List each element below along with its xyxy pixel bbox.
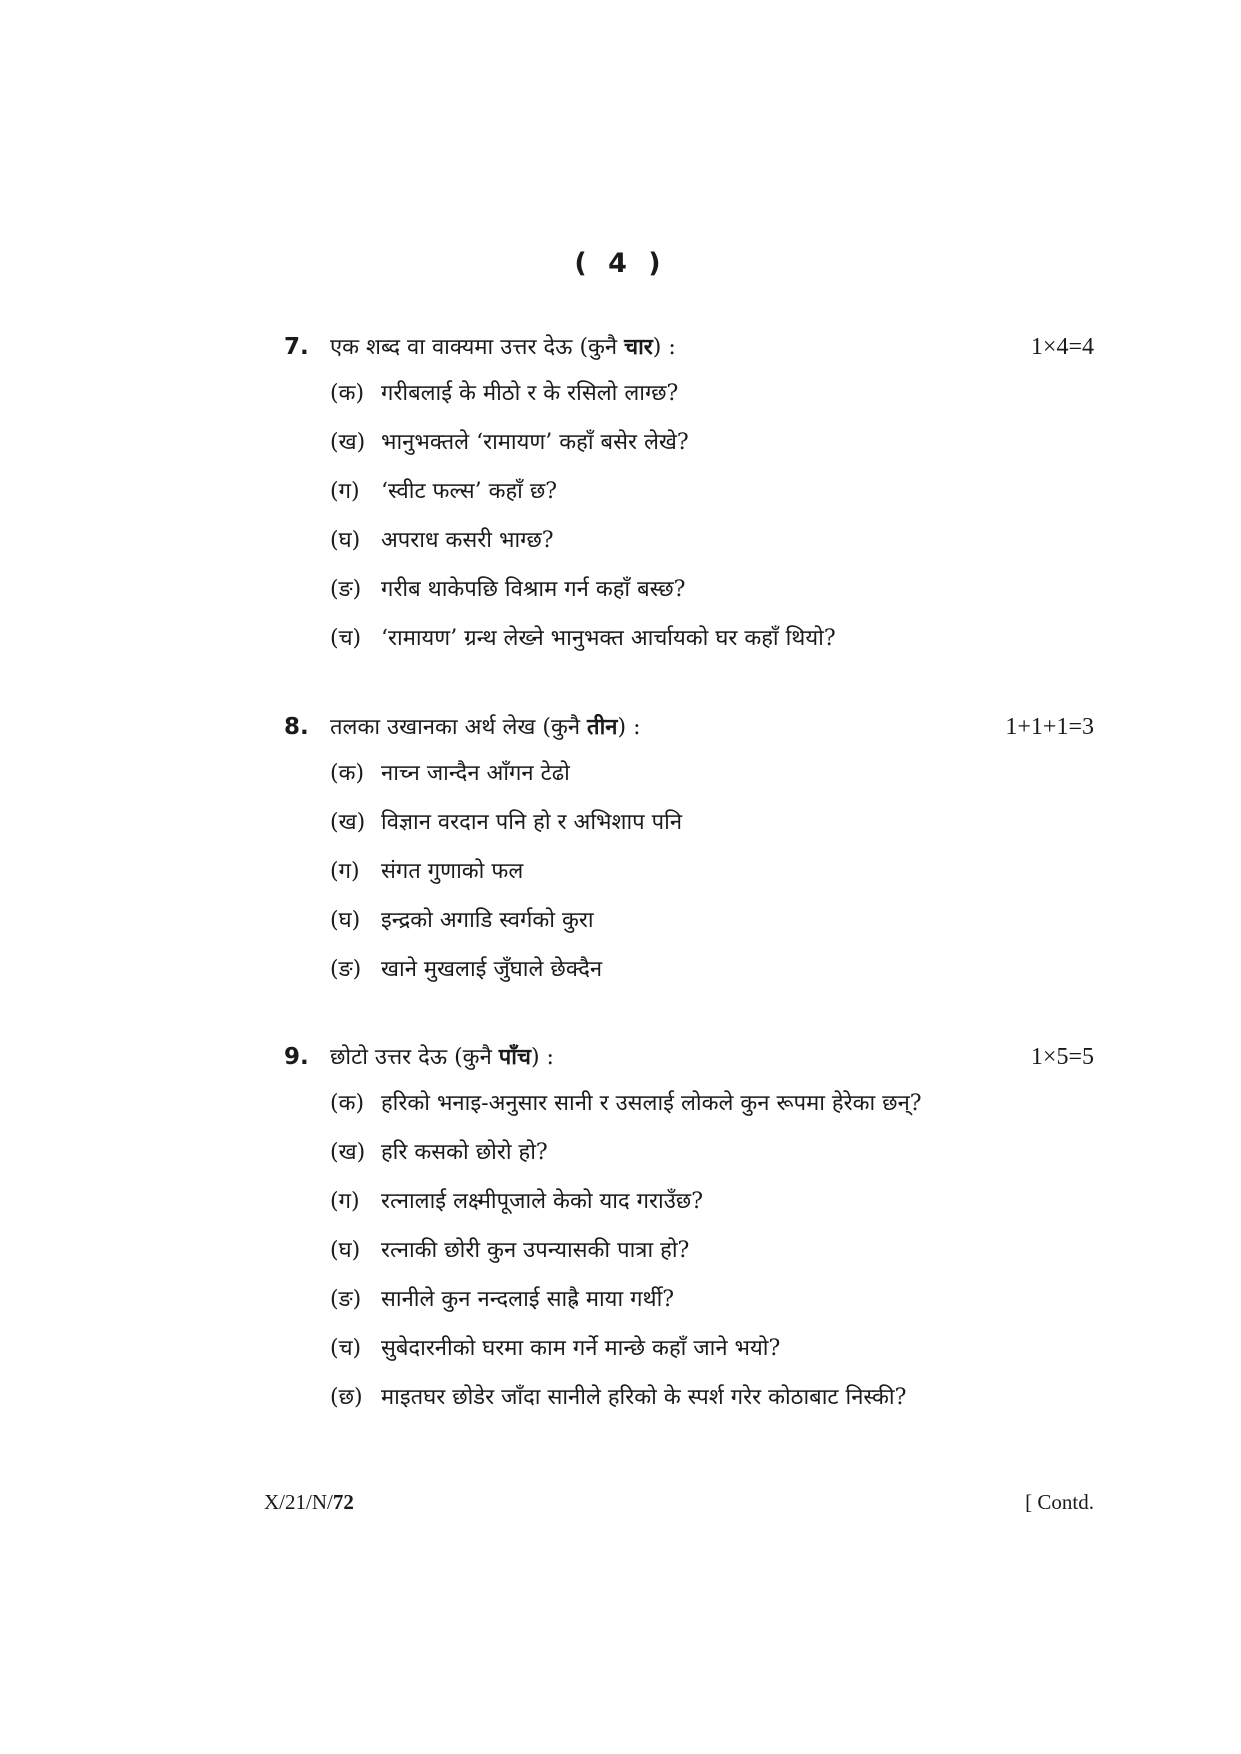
question-instruction: तलका उखानका अर्थ लेख (कुनै तीन) : <box>330 714 641 740</box>
list-item: (ङ) खाने मुखलाई जुँघाले छेक्दैन <box>330 957 603 982</box>
question-8 <box>284 705 1094 994</box>
question-instruction: छोटो उत्तर देऊ (कुनै पाँच) : <box>330 1044 554 1070</box>
question-header <box>284 1035 1094 1079</box>
question-marks: 1+1+1=3 <box>1005 714 1094 740</box>
list-item: (छ) माइतघर छोडेर जाँदा सानीले हरिको के स्पर्श गरेर कोठाबाट निस्की? <box>330 1385 907 1410</box>
list-item: (च) सुबेदारनीको घरमा काम गर्ने मान्छे कहाँ जाने भयो? <box>330 1336 781 1361</box>
list-item: (ख) भानुभक्तले ‘रामायण’ कहाँ बसेर लेखे? <box>330 430 689 455</box>
question-number: 7. <box>284 334 309 360</box>
list-item: (ग) ‘स्वीट फल्स’ कहाँ छ? <box>330 479 558 504</box>
question-header <box>284 325 1094 369</box>
list-item: (ङ) सानीले कुन नन्दलाई साह्रै माया गर्थी? <box>330 1287 675 1312</box>
question-items <box>284 1079 1094 1422</box>
list-item: (घ) अपराध कसरी भाग्छ? <box>330 528 554 553</box>
list-item: (ख) हरि कसको छोरो हो? <box>330 1140 548 1165</box>
question-7 <box>284 325 1094 663</box>
question-9 <box>284 1035 1094 1422</box>
list-item: (च) ‘रामायण’ ग्रन्थ लेख्ने भानुभक्त आर्चायको घर कहाँ थियो? <box>330 626 836 651</box>
list-item: (घ) इन्द्रको अगाडि स्वर्गको कुरा <box>330 908 594 933</box>
paper-code: X/21/N/72 <box>264 1490 354 1514</box>
list-item: (ग) रत्नालाई लक्ष्मीपूजाले केको याद गराउँछ? <box>330 1189 704 1214</box>
question-marks: 1×5=5 <box>1030 1044 1094 1070</box>
question-marks: 1×4=4 <box>1030 334 1094 360</box>
question-items <box>284 749 1094 994</box>
page-footer <box>264 1490 1094 1520</box>
list-item: (क) गरीबलाई के मीठो र के रसिलो लाग्छ? <box>330 381 679 406</box>
question-number: 8. <box>284 714 309 740</box>
list-item: (ङ) गरीब थाकेपछि विश्राम गर्न कहाँ बस्छ? <box>330 577 686 602</box>
list-item: (क) नाच्न जान्दैन आँगन टेढो <box>330 761 570 786</box>
list-item: (ग) संगत गुणाको फल <box>330 859 524 884</box>
question-items <box>284 369 1094 663</box>
page-number: ( 4 ) <box>574 248 667 279</box>
continued-note: [ Contd. <box>1025 1490 1094 1514</box>
list-item: (क) हरिको भनाइ-अनुसार सानी र उसलाई लोकले कुन रूपमा हेरेका छन्? <box>330 1091 922 1116</box>
list-item: (ख) विज्ञान वरदान पनि हो र अभिशाप पनि <box>330 810 683 835</box>
question-number: 9. <box>284 1044 309 1070</box>
list-item: (घ) रत्नाकी छोरी कुन उपन्यासकी पात्रा हो? <box>330 1238 690 1263</box>
question-header <box>284 705 1094 749</box>
question-instruction: एक शब्द वा वाक्यमा उत्तर देऊ (कुनै चार) : <box>330 334 676 360</box>
